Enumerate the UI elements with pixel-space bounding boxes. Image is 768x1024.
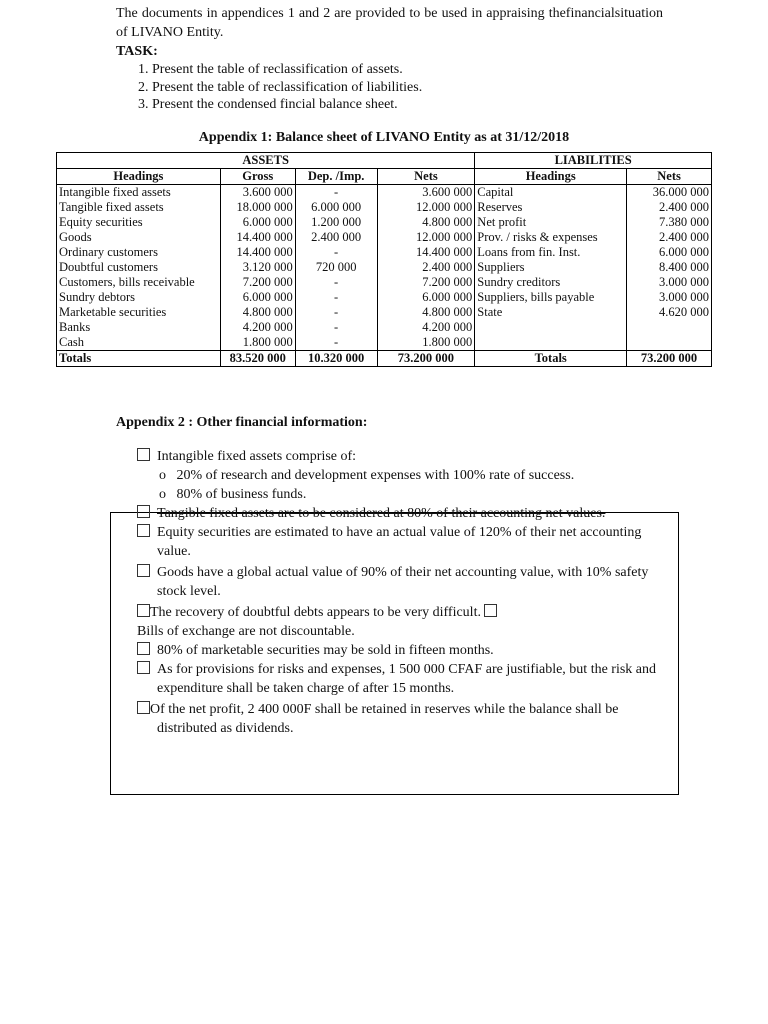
col-liab-nets: Nets xyxy=(627,169,712,185)
table-row xyxy=(57,245,712,260)
task-item: 1. Present the table of reclassification of assets. xyxy=(138,62,403,77)
table-row xyxy=(57,200,712,215)
gross-cell: 4.200 000 xyxy=(220,320,295,335)
liability-heading-cell: Loans from fin. Inst. xyxy=(475,245,627,260)
table-row xyxy=(57,290,712,305)
dep-cell: - xyxy=(295,290,377,305)
col-headings: Headings xyxy=(57,169,221,185)
dep-cell: - xyxy=(295,185,377,201)
liability-net-cell: 8.400 000 xyxy=(627,260,712,275)
info-item: Goods have a global actual value of 90% of their net accounting value, with 10% safety stock level. xyxy=(137,563,677,601)
gross-cell: 3.120 000 xyxy=(220,260,295,275)
checkbox-bullet-icon xyxy=(137,448,150,461)
info-item: Bills of exchange are not discountable. xyxy=(137,624,355,639)
asset-heading-cell: Marketable securities xyxy=(57,305,221,320)
checkbox-bullet-icon xyxy=(137,642,150,655)
totals-dep: 10.320 000 xyxy=(295,351,377,367)
gross-cell: 3.600 000 xyxy=(220,185,295,201)
net-cell: 4.800 000 xyxy=(377,215,475,230)
info-item: 80% of marketable securities may be sold in fifteen months. xyxy=(137,641,677,660)
checkbox-bullet-icon xyxy=(137,564,150,577)
dep-cell: 720 000 xyxy=(295,260,377,275)
totals-row xyxy=(57,351,712,367)
totals-net: 73.200 000 xyxy=(377,351,475,367)
liability-heading-cell: Prov. / risks & expenses xyxy=(475,230,627,245)
liability-heading-cell: Suppliers xyxy=(475,260,627,275)
checkbox-bullet-icon xyxy=(137,505,150,518)
dep-cell: - xyxy=(295,335,377,351)
asset-heading-cell: Tangible fixed assets xyxy=(57,200,221,215)
totals-liab-net: 73.200 000 xyxy=(627,351,712,367)
liability-net-cell: 7.380 000 xyxy=(627,215,712,230)
gross-cell: 18.000 000 xyxy=(220,200,295,215)
asset-heading-cell: Sundry debtors xyxy=(57,290,221,305)
balance-sheet-body xyxy=(57,185,712,351)
liability-net-cell: 3.000 000 xyxy=(627,275,712,290)
task-list xyxy=(116,61,663,114)
appendix2-title: Appendix 2 : Other financial information: xyxy=(116,415,368,430)
asset-heading-cell: Banks xyxy=(57,320,221,335)
info-item: The recovery of doubtful debts appears to be very difficult. xyxy=(137,603,677,622)
liability-heading-cell: Capital xyxy=(475,185,627,201)
checkbox-bullet-icon xyxy=(137,701,150,714)
table-row xyxy=(57,230,712,245)
gross-cell: 4.800 000 xyxy=(220,305,295,320)
net-cell: 12.000 000 xyxy=(377,200,475,215)
checkbox-bullet-icon xyxy=(137,524,150,537)
asset-heading-cell: Cash xyxy=(57,335,221,351)
task-title: TASK: xyxy=(116,44,158,59)
col-liab-headings: Headings xyxy=(475,169,627,185)
task-item: 3. Present the condensed fincial balance sheet. xyxy=(138,97,398,112)
net-cell: 3.600 000 xyxy=(377,185,475,201)
dep-cell: - xyxy=(295,245,377,260)
info-item: As for provisions for risks and expenses, 1 500 000 CFAF are justifiable, but the risk and expenditure shall be taken charge of after 15 months. xyxy=(137,660,677,698)
task-item: 2. Present the table of reclassification of liabilities. xyxy=(138,79,423,95)
info-item: Intangible fixed assets comprise of: xyxy=(137,447,677,466)
intro-section xyxy=(116,4,663,114)
liability-heading-cell: Net profit xyxy=(475,215,627,230)
net-cell: 4.200 000 xyxy=(377,320,475,335)
assets-header: ASSETS xyxy=(57,153,475,169)
net-cell: 2.400 000 xyxy=(377,260,475,275)
table-row xyxy=(57,335,712,351)
col-gross: Gross xyxy=(220,169,295,185)
liability-heading-cell: Suppliers, bills payable xyxy=(475,290,627,305)
appendix1-title: Appendix 1: Balance sheet of LIVANO Entity as at 31/12/2018 xyxy=(198,130,570,145)
info-item: Equity securities are estimated to have an actual value of 120% of their net accounting value. xyxy=(137,523,677,561)
table-row xyxy=(57,305,712,320)
net-cell: 4.800 000 xyxy=(377,305,475,320)
liability-heading-cell xyxy=(475,320,627,335)
intro-paragraph: The documents in appendices 1 and 2 are provided to be used in appraising thefinancialsituation of LIVANO Entity. xyxy=(116,6,663,40)
liabilities-header: LIABILITIES xyxy=(475,153,712,169)
liability-heading-cell: Reserves xyxy=(475,200,627,215)
net-cell: 1.800 000 xyxy=(377,335,475,351)
info-item: Of the net profit, 2 400 000F shall be retained in reserves while the balance shall be distributed as dividends. xyxy=(137,700,677,738)
liability-net-cell: 2.400 000 xyxy=(627,200,712,215)
table-row xyxy=(57,185,712,201)
net-cell: 14.400 000 xyxy=(377,245,475,260)
dep-cell: - xyxy=(295,320,377,335)
gross-cell: 1.800 000 xyxy=(220,335,295,351)
dep-cell: - xyxy=(295,305,377,320)
liability-net-cell: 2.400 000 xyxy=(627,230,712,245)
gross-cell: 6.000 000 xyxy=(220,290,295,305)
totals-gross: 83.520 000 xyxy=(220,351,295,367)
asset-heading-cell: Intangible fixed assets xyxy=(57,185,221,201)
info-item: Tangible fixed assets are to be considered at 80% of their accounting net values. xyxy=(137,504,677,523)
table-row xyxy=(57,275,712,290)
dep-cell: - xyxy=(295,275,377,290)
totals-label: Totals xyxy=(57,351,221,367)
liability-net-cell: 6.000 000 xyxy=(627,245,712,260)
asset-heading-cell: Ordinary customers xyxy=(57,245,221,260)
net-cell: 6.000 000 xyxy=(377,290,475,305)
asset-heading-cell: Goods xyxy=(57,230,221,245)
liability-net-cell: 4.620 000 xyxy=(627,305,712,320)
table-row xyxy=(57,215,712,230)
asset-heading-cell: Customers, bills receivable xyxy=(57,275,221,290)
asset-heading-cell: Doubtful customers xyxy=(57,260,221,275)
col-nets: Nets xyxy=(377,169,475,185)
other-info-list xyxy=(137,447,677,738)
liability-heading-cell xyxy=(475,335,627,351)
dep-cell: 2.400 000 xyxy=(295,230,377,245)
col-dep: Dep. /Imp. xyxy=(295,169,377,185)
circle-bullet-icon: o xyxy=(159,468,166,483)
checkbox-bullet-icon xyxy=(137,661,150,674)
circle-bullet-icon: o xyxy=(159,487,166,502)
balance-sheet-table xyxy=(56,152,712,367)
asset-heading-cell: Equity securities xyxy=(57,215,221,230)
table-row xyxy=(57,260,712,275)
gross-cell: 7.200 000 xyxy=(220,275,295,290)
dep-cell: 1.200 000 xyxy=(295,215,377,230)
info-subitem: o 20% of research and development expenses with 100% rate of success. xyxy=(159,468,575,483)
liability-heading-cell: Sundry creditors xyxy=(475,275,627,290)
table-row xyxy=(57,320,712,335)
dep-cell: 6.000 000 xyxy=(295,200,377,215)
net-cell: 12.000 000 xyxy=(377,230,475,245)
totals-liab-label: Totals xyxy=(475,351,627,367)
liability-heading-cell: State xyxy=(475,305,627,320)
gross-cell: 14.400 000 xyxy=(220,245,295,260)
liability-net-cell: 3.000 000 xyxy=(627,290,712,305)
gross-cell: 14.400 000 xyxy=(220,230,295,245)
net-cell: 7.200 000 xyxy=(377,275,475,290)
checkbox-bullet-icon xyxy=(484,604,497,617)
liability-net-cell xyxy=(627,320,712,335)
info-subitem: o 80% of business funds. xyxy=(159,487,307,502)
liability-net-cell xyxy=(627,335,712,351)
liability-net-cell: 36.000 000 xyxy=(627,185,712,201)
gross-cell: 6.000 000 xyxy=(220,215,295,230)
checkbox-bullet-icon xyxy=(137,604,150,617)
